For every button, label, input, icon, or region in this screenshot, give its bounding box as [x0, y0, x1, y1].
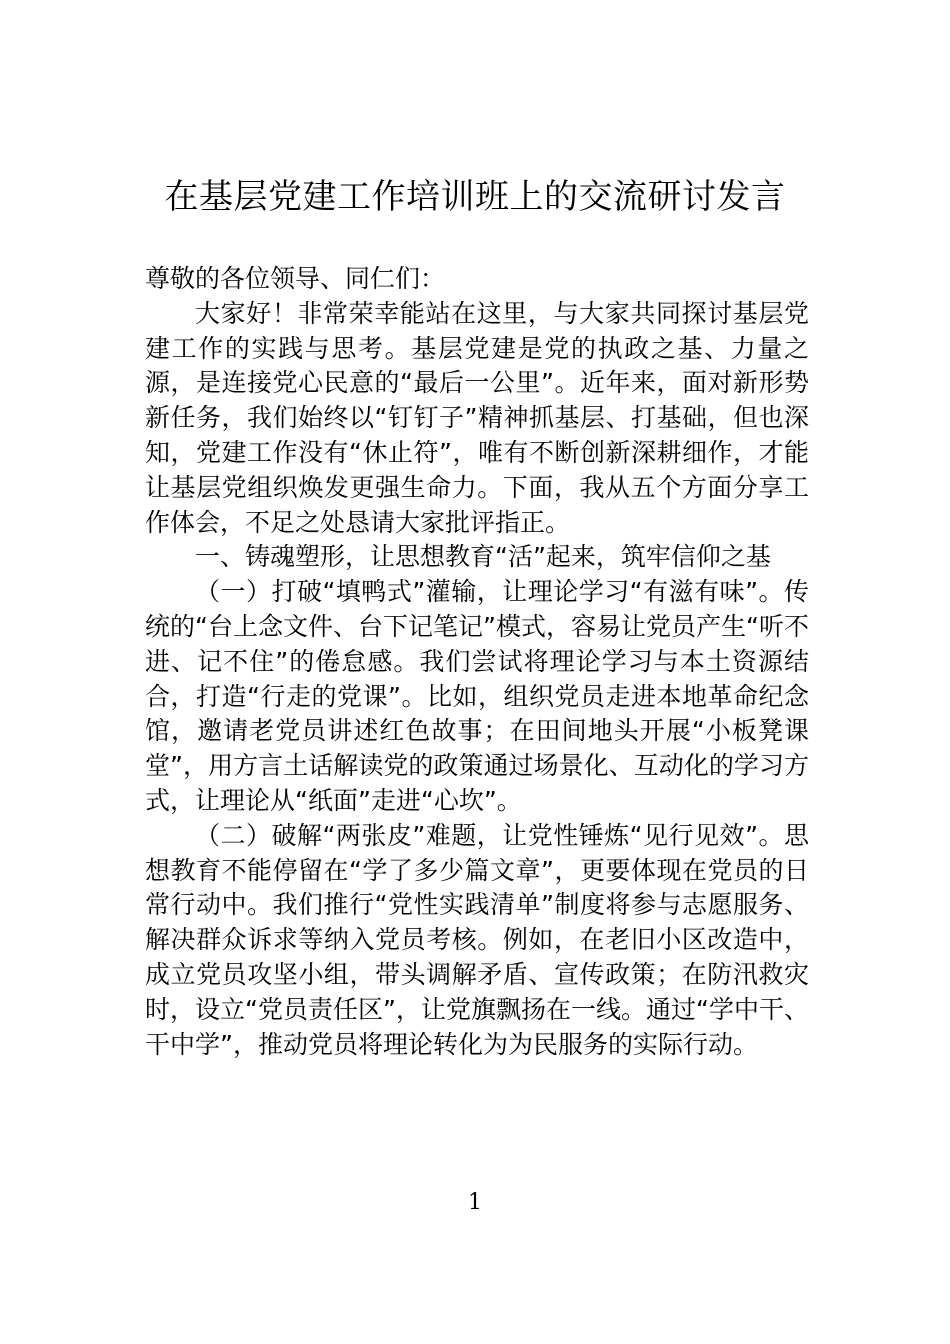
section-heading-1: 一、铸魂塑形，让思想教育“活”起来，筑牢信仰之基 — [195, 542, 771, 572]
paragraph-intro: 大家好！非常荣幸能站在这里，与大家共同探讨基层党建工作的实践与思考。基层党建是党的执政之基、力量之源，是连接党心民意的“最后一公里”。近年来，面对新形势新任务，我们始终以“钉钉子”精神抓基层、打基础，但也深知，党建工作没有“休止符”，唯有不断创新深耕细作，才能让基层党组织焕发更强生命力。下面，我从五个方面分享工作体会，不足之处恳请大家批评指正。 — [145, 298, 809, 537]
document-body — [145, 262, 809, 1062]
paragraph-subsection-2: （二）破解“两张皮”难题，让党性锤炼“见行见效”。思想教育不能停留在“学了多少篇文章”，更要体现在党员的日常行动中。我们推行“党性实践清单”制度将参与志愿服务、解决群众诉求等纳入党员考核。例如，在老旧小区改造中，成立党员攻坚小组，带头调解矛盾、宣传政策；在防汛救灾时，设立“党员责任区”，让党旗飘扬在一线。通过“学中干、干中学”，推动党员将理论转化为为民服务的实际行动。 — [145, 820, 809, 1059]
page-number: 1 — [468, 1190, 482, 1215]
document-title: 在基层党建工作培训班上的交流研讨发言 — [164, 177, 786, 217]
salutation: 尊敬的各位领导、同仁们： — [145, 264, 446, 293]
paragraph-subsection-1: （一）打破“填鸭式”灌输，让理论学习“有滋有味”。传统的“台上念文件、台下记笔记”模式，容易让党员产生“听不进、记不住”的倦怠感。我们尝试将理论学习与本土资源结合，打造“行走的党课”。比如，组织党员走进本地革命纪念馆，邀请老党员讲述红色故事；在田间地头开展“小板凳课堂”，用方言土话解读党的政策通过场景化、互动化的学习方式，让理论从“纸面”走进“心坎”。 — [145, 577, 809, 815]
